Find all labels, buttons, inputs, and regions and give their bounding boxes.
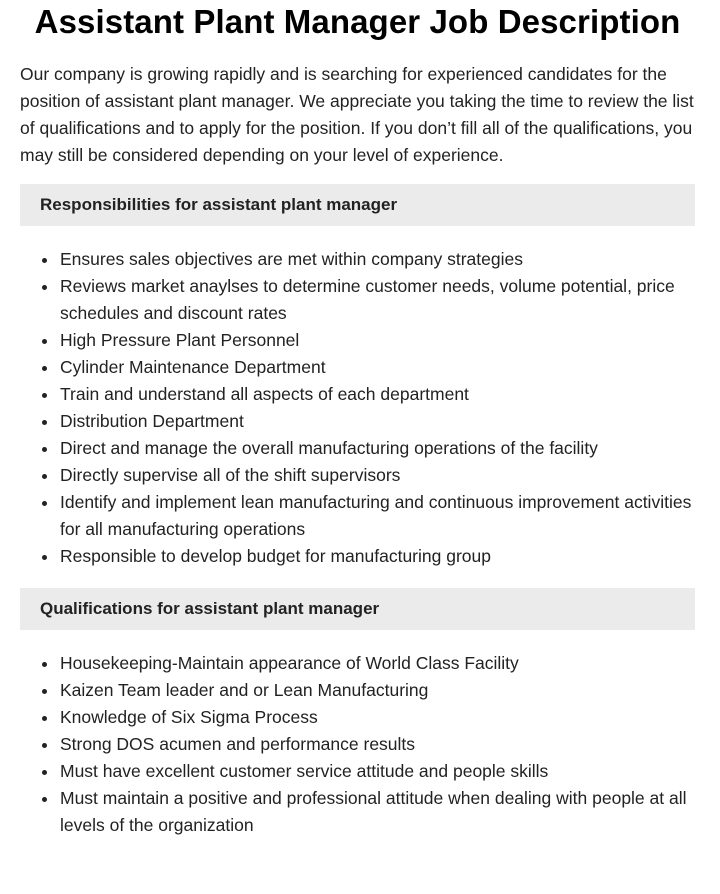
qualifications-list <box>20 650 695 839</box>
list-item: Must maintain a positive and professional attitude when dealing with people at all levels of the organization <box>60 785 695 839</box>
list-item: Identify and implement lean manufacturing and continuous improvement activities for all manufacturing operations <box>60 489 695 543</box>
list-item: Direct and manage the overall manufacturing operations of the facility <box>60 435 695 462</box>
list-item: High Pressure Plant Personnel <box>60 327 695 354</box>
list-item: Housekeeping-Maintain appearance of World Class Facility <box>60 650 695 677</box>
page-title: Assistant Plant Manager Job Description <box>34 3 681 40</box>
qualifications-header: Qualifications for assistant plant manager <box>20 588 695 630</box>
list-item: Must have excellent customer service attitude and people skills <box>60 758 695 785</box>
list-item: Responsible to develop budget for manufacturing group <box>60 543 695 570</box>
intro-paragraph: Our company is growing rapidly and is searching for experienced candidates for the position of assistant plant manager. We appreciate you taking the time to review the list of qualifications and to apply for the position. If you don’t fill all of the qualifications, you may still be considered depending on your level of experience. <box>20 64 694 165</box>
list-item: Directly supervise all of the shift supervisors <box>60 462 695 489</box>
list-item: Reviews market anaylses to determine customer needs, volume potential, price schedules and discount rates <box>60 273 695 327</box>
list-item: Distribution Department <box>60 408 695 435</box>
list-item: Cylinder Maintenance Department <box>60 354 695 381</box>
list-item: Ensures sales objectives are met within company strategies <box>60 246 695 273</box>
list-item: Strong DOS acumen and performance results <box>60 731 695 758</box>
list-item: Train and understand all aspects of each department <box>60 381 695 408</box>
list-item: Kaizen Team leader and or Lean Manufacturing <box>60 677 695 704</box>
responsibilities-list <box>20 246 695 570</box>
list-item: Knowledge of Six Sigma Process <box>60 704 695 731</box>
responsibilities-header: Responsibilities for assistant plant manager <box>20 184 695 226</box>
